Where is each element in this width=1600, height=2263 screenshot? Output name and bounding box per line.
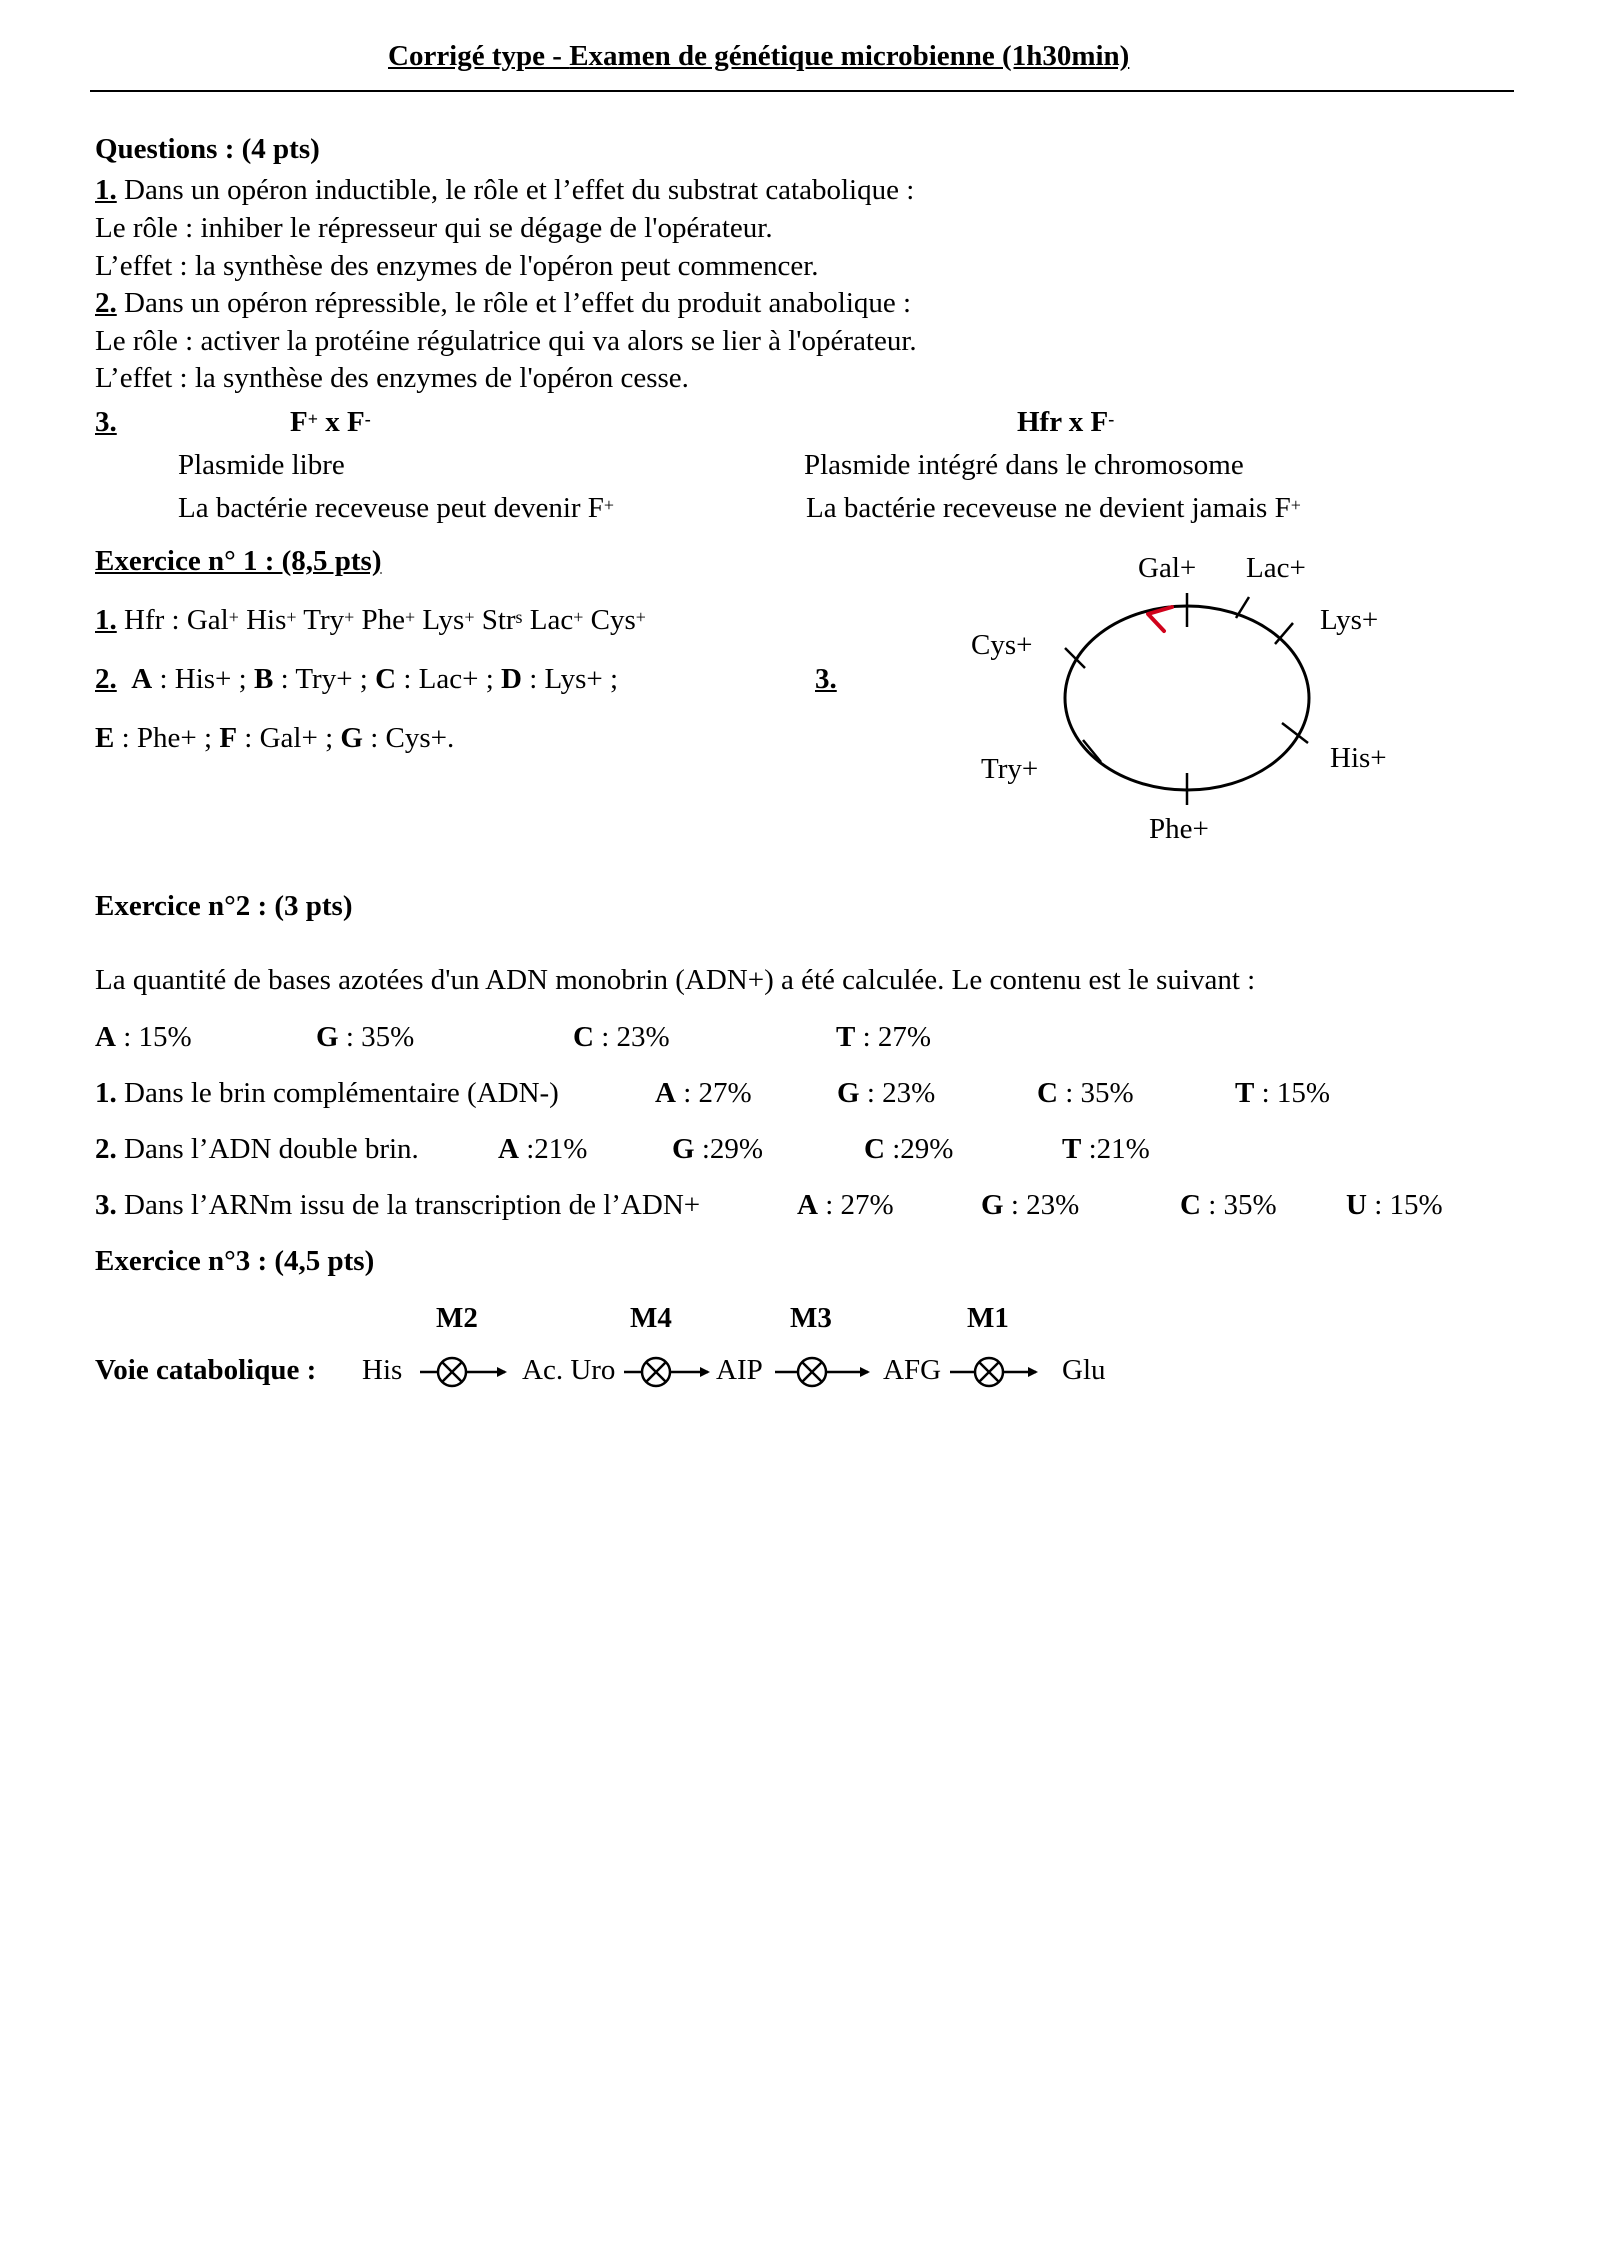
base-value: :29% bbox=[884, 1133, 954, 1165]
strain-key: D bbox=[501, 663, 522, 695]
strain-value: : Try+ ; bbox=[273, 663, 376, 695]
strain-value: : Gal+ ; bbox=[237, 722, 341, 754]
base-key: A bbox=[95, 1021, 116, 1053]
metabolite: His bbox=[362, 1354, 403, 1386]
gene-symbol: Try bbox=[303, 604, 345, 636]
gene-superscript: + bbox=[635, 606, 646, 627]
strain-value: : Lac+ ; bbox=[396, 663, 502, 695]
gene-symbol: His bbox=[246, 604, 287, 636]
base-value: : 15% bbox=[1366, 1189, 1443, 1221]
q3-left-head-f: F bbox=[290, 406, 308, 438]
title-part1: Corrigé type bbox=[388, 40, 546, 72]
ex1-a1-number: 1. bbox=[95, 604, 117, 636]
base-key: U bbox=[1346, 1189, 1367, 1221]
q3-left-head-sup-b: - bbox=[364, 408, 371, 429]
gene-superscript: + bbox=[286, 606, 297, 627]
strain-key: E bbox=[95, 722, 115, 754]
base-key: A bbox=[797, 1189, 818, 1221]
gene-superscript: + bbox=[405, 606, 416, 627]
q3-right-line2-text: La bactérie receveuse ne devient jamais F bbox=[806, 492, 1291, 524]
mutant-label: M2 bbox=[436, 1302, 478, 1334]
row-label-text: Dans l’ARNm issu de la transcription de l’ADN+ bbox=[116, 1189, 701, 1221]
base-value: : 27% bbox=[855, 1021, 932, 1053]
strain-value: : Lys+ ; bbox=[521, 663, 619, 695]
base-key: T bbox=[1235, 1077, 1255, 1109]
blocked-arrow-m1 bbox=[950, 1358, 1036, 1386]
ex2-heading: Exercice n°2 : (3 pts) bbox=[95, 890, 353, 922]
map-label-gal: Gal+ bbox=[1138, 552, 1197, 584]
title-separator: - bbox=[545, 40, 570, 72]
ex2-intro: La quantité de bases azotées d'un ADN monobrin (ADN+) a été calculée. Le contenu est le suivant : bbox=[95, 964, 1256, 996]
q3-right-head-sup: - bbox=[1108, 408, 1115, 429]
q1-number: 1. bbox=[95, 174, 117, 206]
gene-superscript: + bbox=[344, 606, 355, 627]
base-key: G bbox=[672, 1133, 695, 1165]
gene-superscript: + bbox=[464, 606, 475, 627]
q3-number: 3. bbox=[95, 406, 117, 438]
base-key: T bbox=[836, 1021, 856, 1053]
row-number: 3. bbox=[95, 1189, 117, 1221]
q1-effet: L’effet : la synthèse des enzymes de l'opéron peut commencer. bbox=[95, 250, 819, 282]
strain-key: G bbox=[340, 722, 363, 754]
row-label-text: Dans le brin complémentaire (ADN-) bbox=[116, 1077, 559, 1109]
ex1-a2-number: 2. bbox=[95, 663, 117, 695]
base-value: : 35% bbox=[338, 1021, 415, 1053]
ex1-heading: Exercice n° 1 : (8,5 pts) bbox=[95, 545, 382, 577]
blocked-arrow-m2 bbox=[420, 1358, 505, 1386]
base-key: T bbox=[1062, 1133, 1082, 1165]
base-value: : 15% bbox=[115, 1021, 192, 1053]
base-key: G bbox=[981, 1189, 1004, 1221]
mutant-label: M4 bbox=[630, 1302, 672, 1334]
base-value: : 35% bbox=[1057, 1077, 1134, 1109]
q3-left-line2-text: La bactérie receveuse peut devenir F bbox=[178, 492, 604, 524]
blocked-arrow-m3 bbox=[775, 1358, 868, 1386]
base-value: : 27% bbox=[675, 1077, 752, 1109]
ex1-a1-prefix: Hfr : bbox=[116, 604, 187, 636]
ex1-a3-number: 3. bbox=[815, 663, 837, 695]
q3-left-head-mid: x F bbox=[317, 406, 365, 438]
base-key: G bbox=[316, 1021, 339, 1053]
q2-effet: L’effet : la synthèse des enzymes de l'opéron cesse. bbox=[95, 362, 689, 394]
strain-key: B bbox=[253, 663, 274, 695]
q2-number: 2. bbox=[95, 287, 117, 319]
base-value: :21% bbox=[518, 1133, 588, 1165]
strain-value: : Cys+. bbox=[362, 722, 455, 754]
map-label-try: Try+ bbox=[981, 753, 1039, 785]
metabolite: AIP bbox=[716, 1354, 763, 1386]
metabolite: Glu bbox=[1062, 1354, 1106, 1386]
q3-left-line1: Plasmide libre bbox=[178, 449, 345, 481]
base-value: : 23% bbox=[593, 1021, 670, 1053]
strain-key: C bbox=[375, 663, 397, 695]
base-key: A bbox=[498, 1133, 519, 1165]
base-key: G bbox=[837, 1077, 860, 1109]
map-label-cys: Cys+ bbox=[971, 629, 1033, 661]
strain-value: : Phe+ ; bbox=[114, 722, 220, 754]
q3-right-line2-sup: + bbox=[1290, 494, 1301, 515]
gene-symbol: Phe bbox=[361, 604, 406, 636]
q3-right-head-text: Hfr x F bbox=[1017, 406, 1109, 438]
base-value: : 23% bbox=[1003, 1189, 1080, 1221]
gene-symbol: Cys bbox=[590, 604, 636, 636]
mutant-label: M3 bbox=[790, 1302, 832, 1334]
row-number: 2. bbox=[95, 1133, 117, 1165]
map-label-lac: Lac+ bbox=[1246, 552, 1306, 584]
map-label-lys: Lys+ bbox=[1320, 604, 1379, 636]
gene-symbol: Str bbox=[481, 604, 516, 636]
questions-heading: Questions : (4 pts) bbox=[95, 133, 320, 165]
map-label-phe: Phe+ bbox=[1149, 813, 1209, 845]
strain-key: F bbox=[219, 722, 238, 754]
gene-superscript: s bbox=[515, 606, 523, 627]
q2-text: Dans un opéron répressible, le rôle et l’effet du produit anabolique : bbox=[116, 287, 912, 319]
base-value: : 27% bbox=[817, 1189, 894, 1221]
base-key: C bbox=[573, 1021, 594, 1053]
row-label-text: Dans l’ADN double brin. bbox=[116, 1133, 419, 1165]
q3-left-line2-sup: + bbox=[603, 494, 615, 515]
q3-right-line1: Plasmide intégré dans le chromosome bbox=[804, 449, 1244, 481]
gene-symbol: Lac bbox=[529, 604, 574, 636]
pathway-label: Voie catabolique : bbox=[95, 1354, 317, 1386]
ex3-heading: Exercice n°3 : (4,5 pts) bbox=[95, 1245, 375, 1277]
base-value: : 23% bbox=[859, 1077, 936, 1109]
base-key: A bbox=[655, 1077, 676, 1109]
row-number: 1. bbox=[95, 1077, 117, 1109]
base-value: : 15% bbox=[1254, 1077, 1331, 1109]
blocked-arrow-m4 bbox=[624, 1358, 708, 1386]
gene-symbol: Lys bbox=[422, 604, 465, 636]
metabolite: AFG bbox=[883, 1354, 942, 1386]
map-label-his: His+ bbox=[1330, 742, 1387, 774]
title-part2: Examen de génétique microbienne (1h30min) bbox=[569, 40, 1130, 72]
base-key: C bbox=[1037, 1077, 1058, 1109]
strain-key: A bbox=[131, 663, 153, 695]
base-key: C bbox=[864, 1133, 885, 1165]
gene-symbol: Gal bbox=[186, 604, 229, 636]
metabolite: Ac. Uro bbox=[522, 1354, 616, 1386]
q3-left-head-sup-a: + bbox=[307, 408, 318, 429]
q1-text: Dans un opéron inductible, le rôle et l’effet du substrat catabolique : bbox=[116, 174, 915, 206]
base-value: :29% bbox=[694, 1133, 764, 1165]
q2-role: Le rôle : activer la protéine régulatrice qui va alors se lier à l'opérateur. bbox=[95, 325, 917, 357]
base-value: :21% bbox=[1081, 1133, 1150, 1165]
strain-value: : His+ ; bbox=[152, 663, 254, 695]
mutant-label: M1 bbox=[967, 1302, 1009, 1334]
base-value: : 35% bbox=[1200, 1189, 1277, 1221]
base-key: C bbox=[1180, 1189, 1201, 1221]
gene-superscript: + bbox=[228, 606, 239, 627]
q1-role: Le rôle : inhiber le répresseur qui se dégage de l'opérateur. bbox=[95, 212, 773, 244]
gene-superscript: + bbox=[573, 606, 584, 627]
